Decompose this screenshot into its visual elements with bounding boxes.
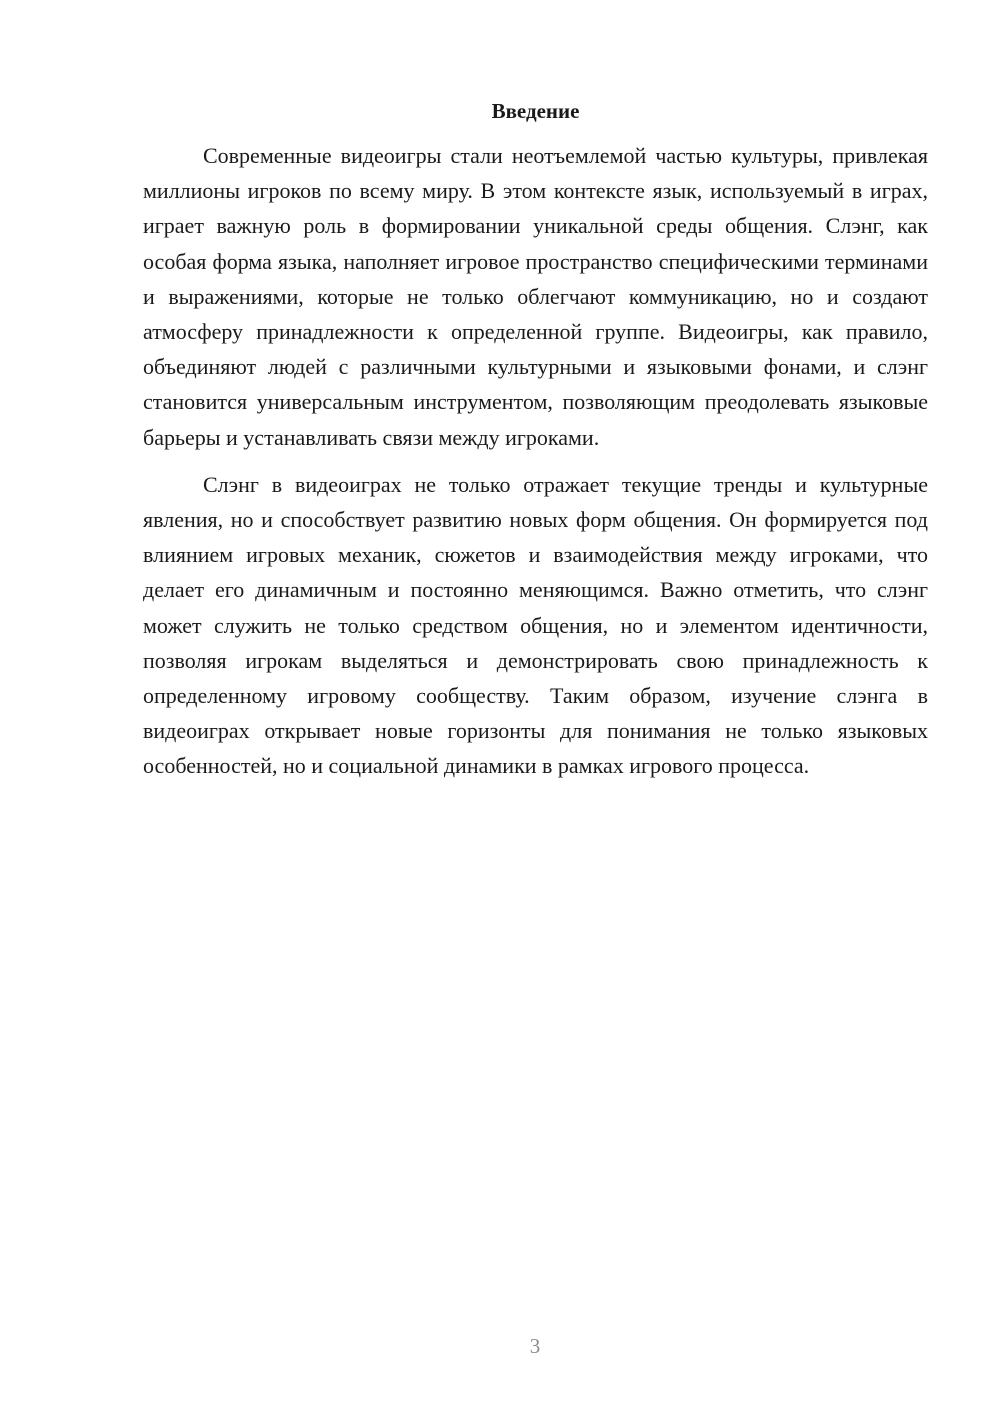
- page-content: [143, 96, 928, 796]
- paragraph-1: Современные видеоигры стали неотъемлемой частью культуры, привлекая миллионы игроков по всему миру. В этом контексте язык, используемый в играх, играет важную роль в формировании уникальной среды общения. Слэнг, как особая форма языка, наполняет игровое пространство специфическими терминами и выражениями, которые не только облегчают коммуникацию, но и создают атмосферу принадлежности к определенной группе. Видеоигры, как правило, объединяют людей с различными культурными и языковыми фонами, и слэнг становится универсальным инструментом, позволяющим преодолевать языковые барьеры и устанавливать связи между игроками.: [143, 143, 928, 450]
- paragraph-2: Слэнг в видеоиграх не только отражает текущие тренды и культурные явления, но и способствует развитию новых форм общения. Он формируется под влиянием игровых механик, сюжетов и взаимодействия между игроками, что делает его динамичным и постоянно меняющимся. Важно отметить, что слэнг может служить не только средством общения, но и элементом идентичности, позволяя игрокам выделяться и демонстрировать свою принадлежность к определенному игровому сообществу. Таким образом, изучение слэнга в видеоиграх открывает новые горизонты для понимания не только языковых особенностей, но и социальной динамики в рамках игрового процесса.: [143, 471, 928, 779]
- page-number: 3: [529, 1334, 541, 1358]
- section-heading: Введение: [491, 99, 580, 123]
